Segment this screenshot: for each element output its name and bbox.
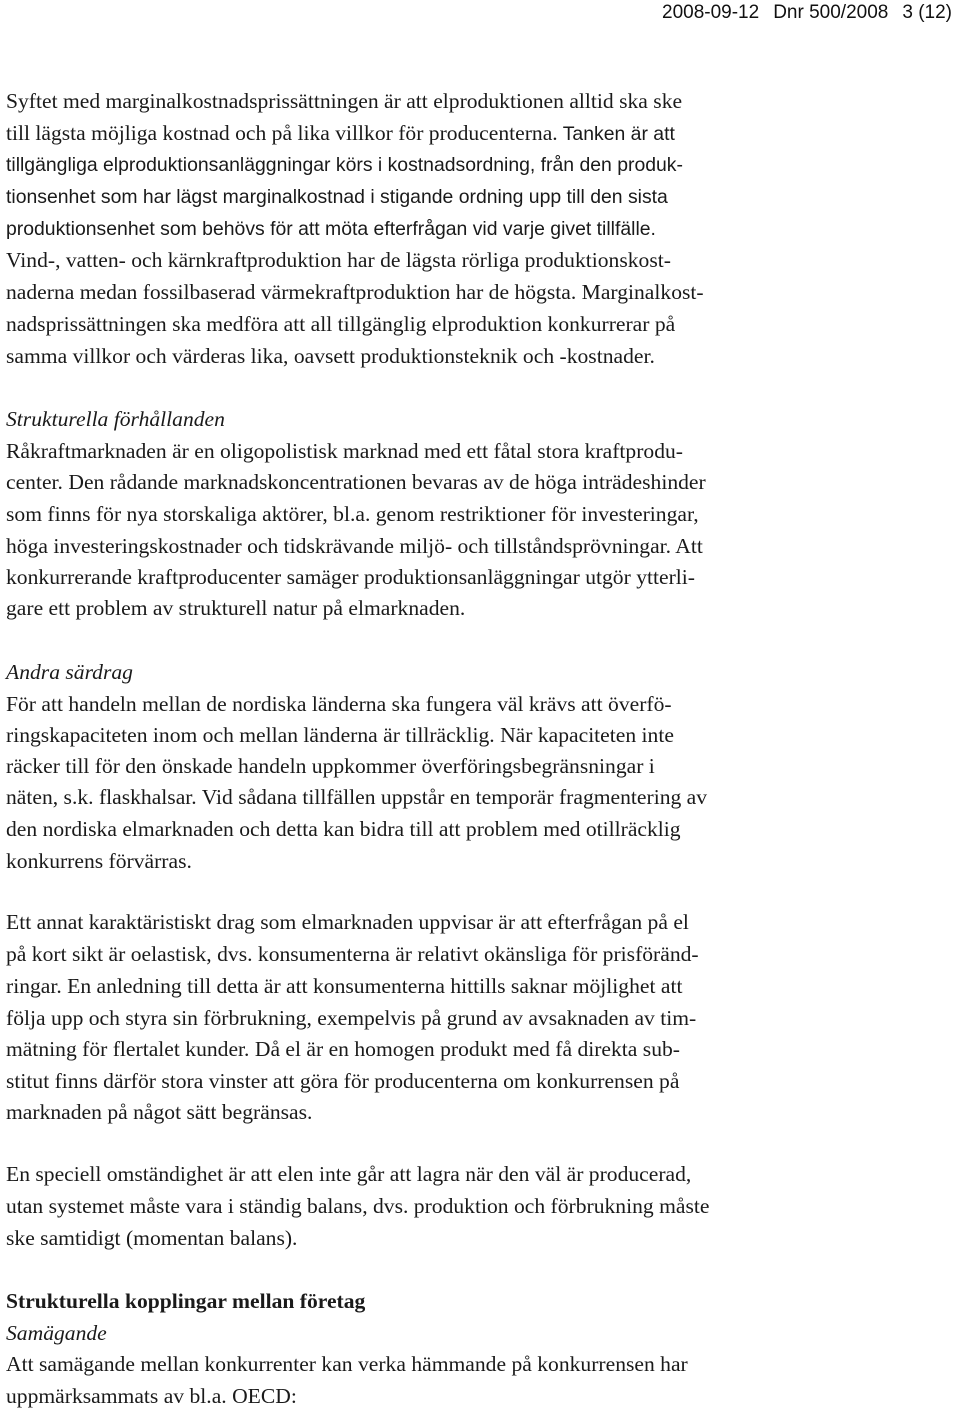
text-line: naderna medan fossilbaserad värmekraftproduktion har de högsta. Marginalkost-: [6, 280, 704, 304]
text-line: stitut finns därför stora vinster att göra för producenterna om konkurrensen på: [6, 1069, 680, 1093]
text-line: följa upp och styra sin förbrukning, exempelvis på grund av avsaknaden av tim-: [6, 1006, 697, 1030]
section-heading-andra-sardrag: Andra särdrag: [6, 660, 133, 684]
text-line: den nordiska elmarknaden och detta kan bidra till att problem med otillräcklig: [6, 817, 681, 841]
text-line: ringskapaciteten inom och mellan länderna är tillräcklig. När kapaciteten inte: [6, 723, 674, 747]
header-page-number: 3 (12): [902, 2, 952, 23]
text-line: tionsenhet som har lägst marginalkostnad i stigande ordning upp till den sista: [6, 186, 668, 208]
header-reference: Dnr 500/2008: [773, 2, 889, 23]
text-line: ringar. En anledning till detta är att konsumenterna hittills saknar möjlighet att: [6, 974, 683, 998]
text-line: konkurrerande kraftproducenter samäger produktionsanläggningar utgör ytterli-: [6, 565, 695, 589]
text-line: mätning för flertalet kunder. Då el är en homogen produkt med få direkta sub-: [6, 1037, 680, 1061]
section-heading-strukturella-forhallanden: Strukturella förhållanden: [6, 407, 225, 431]
text-line: höga investeringskostnader och tidskrävande miljö- och tillståndsprövningar. Att: [6, 534, 703, 558]
text-line: Vind-, vatten- och kärnkraftproduktion har de lägsta rörliga produktionskost-: [6, 248, 671, 272]
text-segment: Tanken är att: [557, 123, 675, 145]
text-line: konkurrens förvärras.: [6, 849, 192, 873]
text-line: Råkraftmarknaden är en oligopolistisk marknad med ett fåtal stora kraftprodu-: [6, 439, 683, 463]
text-line: center. Den rådande marknadskoncentrationen bevaras av de höga inträdeshinder: [6, 470, 706, 494]
text-segment: till lägsta möjliga kostnad och på lika villkor för producenterna.: [6, 121, 558, 145]
text-line: Syftet med marginalkostnadsprissättningen är att elproduktionen alltid ska ske: [6, 89, 683, 113]
text-line: Att samägande mellan konkurrenter kan verka hämmande på konkurrensen har: [6, 1352, 688, 1376]
header-date: 2008-09-12: [662, 2, 760, 23]
text-line: uppmärksammats av bl.a. OECD:: [6, 1384, 297, 1408]
text-line: ske samtidigt (momentan balans).: [6, 1226, 298, 1250]
page-header: [662, 0, 952, 26]
text-line: tillgängliga elproduktionsanläggningar körs i kostnadsordning, från den produk-: [6, 154, 683, 176]
section-heading-strukturella-kopplingar: Strukturella kopplingar mellan företag: [6, 1289, 366, 1313]
text-line: räcker till för den önskade handeln uppkommer överföringsbegränsningar i: [6, 754, 655, 778]
text-line: på kort sikt är oelastisk, dvs. konsumenterna är relativt okänsliga för prisföränd-: [6, 942, 699, 966]
text-line: näten, s.k. flaskhalsar. Vid sådana tillfällen uppstår en temporär fragmentering av: [6, 785, 708, 809]
text-line: En speciell omständighet är att elen inte går att lagra när den väl är producerad,: [6, 1162, 692, 1186]
text-line: utan systemet måste vara i ständig balans, dvs. produktion och förbrukning måste: [6, 1194, 710, 1218]
text-line: För att handeln mellan de nordiska länderna ska fungera väl krävs att överfö-: [6, 692, 672, 716]
subsection-heading-samagande: Samägande: [6, 1321, 107, 1345]
text-line: samma villkor och värderas lika, oavsett produktionsteknik och -kostnader.: [6, 344, 655, 368]
text-line: produktionsenhet som behövs för att möta efterfrågan vid varje givet tillfälle.: [6, 218, 656, 240]
text-line: [6, 117, 675, 149]
text-line: Ett annat karaktäristiskt drag som elmarknaden uppvisar är att efterfrågan på el: [6, 910, 689, 934]
text-line: som finns för nya storskaliga aktörer, bl.a. genom restriktioner för investeringar,: [6, 502, 699, 526]
text-line: gare ett problem av strukturell natur på elmarknaden.: [6, 596, 466, 620]
text-line: marknaden på något sätt begränsas.: [6, 1100, 313, 1124]
text-line: nadsprissättningen ska medföra att all tillgänglig elproduktion konkurrerar på: [6, 312, 676, 336]
